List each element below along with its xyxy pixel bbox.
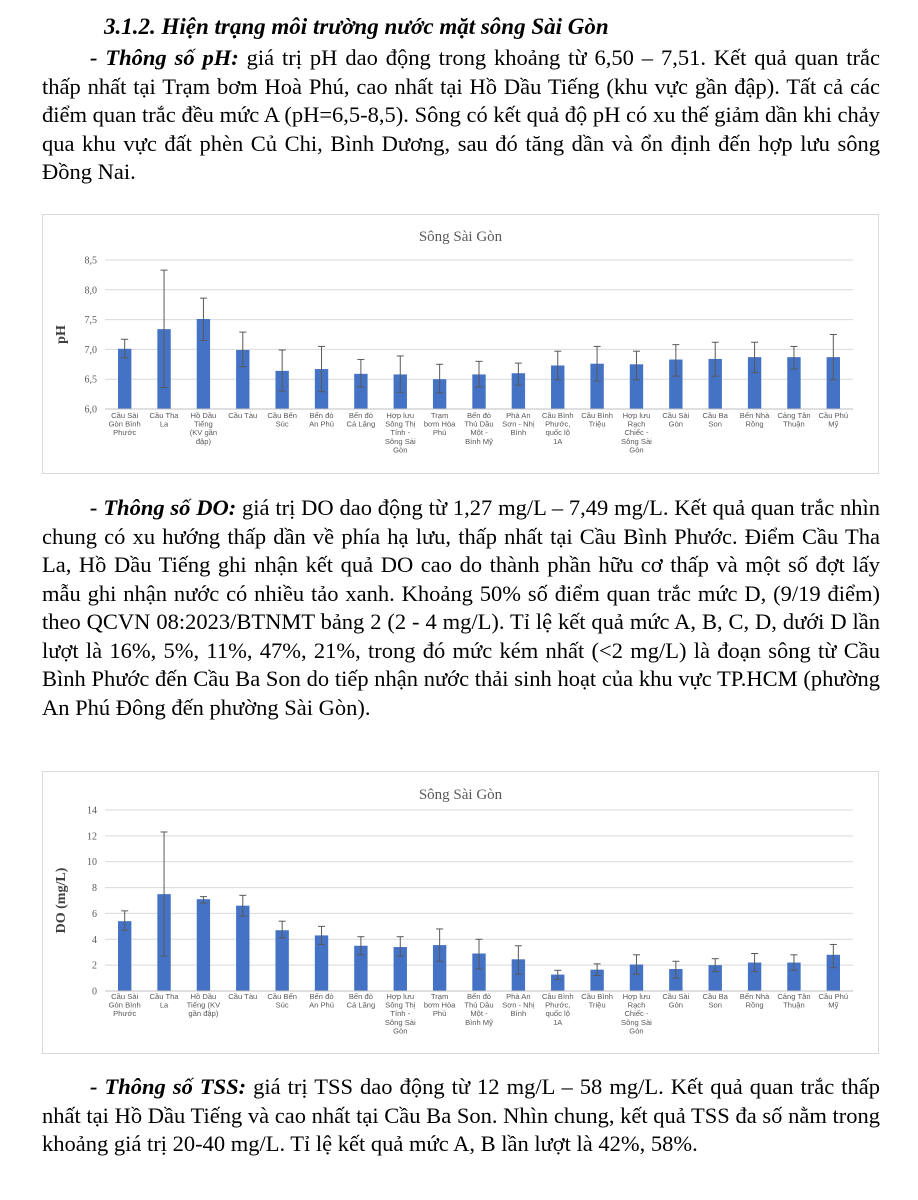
section-heading: 3.1.2. Hiện trạng môi trường nước mặt sông Sài Gòn: [104, 14, 609, 39]
y-tick-label: 14: [87, 805, 97, 817]
do-text: giá trị DO dao động từ 1,27 mg/L – 7,49 mg/L. Kết quả quan trắc nhìn chung có xu hướng thấp dần về phía hạ lưu, thấp nhất tại Cầu Bình Phước. Điểm Cầu Tha La, Hồ Dầu Tiếng ghi nhận kết quả DO cao do thành phần hữu cơ thấp và một số đợt lấy mẫu ghi nhận nước có nhiều tảo xanh. Khoảng 50% số điểm quan trắc mức D, (9/19 điểm) theo QCVN 08:2023/BTNMT bảng 2 (2 - 4 mg/L). Tỉ lệ kết quả mức A, B, C, D, dưới D lần lượt là 16%, 5%, 11%, 47%, 21%, trong đó mức kém nhất (<2 mg/L) là đoạn sông từ Cầu Bình Phước đến Cầu Ba Son do tiếp nhận nước thải sinh hoạt của khu vực TP.HCM (phường An Phú Đông đến phường Sài Gòn).: [42, 495, 881, 720]
bar: [236, 906, 249, 991]
tss-paragraph: [42, 1073, 880, 1159]
bar: [118, 921, 131, 991]
ph-text: giá trị pH dao động trong khoảng từ 6,50 – 7,51. Kết quả quan trắc thấp nhất tại Trạm bơm Hoà Phú, cao nhất tại Hồ Dầu Tiếng (khu vực gần đập). Tất cả các điểm quan trắc đều mức A (pH=6,5-8,5). Sông có kết quả độ pH có xu thế giảm dần khi chảy qua khu vực đất phèn Củ Chi, Bình Dương, sau đó tăng dần và ổn định đến hợp lưu sông Đồng Nai.: [42, 45, 880, 184]
do-paragraph: [42, 494, 880, 722]
ph-lead: - Thông số pH:: [90, 45, 239, 70]
do-lead: - Thông số DO:: [90, 495, 237, 520]
x-category-label: Cầu Bình Phước, quốc lộ 1A: [541, 992, 574, 1027]
ph-chart: [42, 214, 879, 474]
x-category-label: Bến đò Cá Lăng: [346, 992, 376, 1010]
y-tick-label: 0: [92, 986, 97, 998]
tss-text: giá trị TSS dao động từ 12 mg/L – 58 mg/L. Kết quả quan trắc thấp nhất tại Hồ Dầu Tiếng và cao nhất tại Cầu Ba Son. Nhìn chung, kết quả TSS đa số nằm trong khoảng giá trị 20-40 mg/L. Tỉ lệ kết quả mức A, B lần lượt là 42%, 58%.: [42, 1074, 880, 1156]
do-chart: [42, 771, 879, 1054]
x-category-label: Cầu Tàu: [228, 992, 258, 1001]
x-category-label: Cầu Bình Triệu: [581, 992, 613, 1010]
y-tick-label: 7,5: [84, 315, 97, 327]
y-tick-label: 6,5: [84, 374, 97, 386]
x-category-label: Cầu Phú Mỹ: [818, 411, 849, 429]
x-category-label: Cầu Ba Son: [702, 411, 728, 429]
x-category-label: Phà An Sơn - Nhị Bình: [502, 992, 535, 1019]
x-category-label: Cầu Tha La: [149, 992, 179, 1010]
bar: [197, 899, 210, 991]
y-tick-label: 6: [92, 908, 97, 920]
x-category-label: Cảng Tân Thuận: [777, 411, 811, 429]
x-category-label: Cầu Bình Triệu: [581, 411, 613, 429]
x-category-label: Cầu Sài Gòn Bình Phước: [108, 992, 141, 1019]
x-category-label: Cầu Tha La: [149, 411, 179, 429]
tss-lead: - Thông số TSS:: [90, 1074, 247, 1099]
y-tick-label: 8,0: [84, 285, 97, 297]
y-axis-label: DO (mg/L): [54, 867, 69, 934]
y-tick-label: 2: [92, 960, 97, 972]
chart-title: Sông Sài Gòn: [418, 229, 503, 245]
x-category-label: Trạm bơm Hòa Phú: [423, 992, 456, 1019]
x-category-label: Hợp lưu Rạch Chiếc -Sông Sài Gòn: [621, 992, 652, 1036]
do-chart-svg: [43, 772, 878, 1053]
x-category-label: Bến đò An Phú: [309, 992, 334, 1010]
x-category-label: Hồ Dầu Tiếng (KV gần đập): [189, 411, 218, 446]
x-category-label: Trạm bơm Hòa Phú: [423, 411, 456, 438]
ph-chart-svg: [43, 215, 878, 473]
x-category-label: Bến Nhà Rồng: [739, 992, 770, 1010]
x-category-label: Bến Nhà Rồng: [739, 411, 770, 429]
y-tick-label: 8: [92, 883, 97, 895]
x-category-label: Hồ Dầu Tiếng (KV gần đập): [186, 992, 221, 1019]
x-category-label: Bến đò Cá Lăng: [346, 411, 376, 429]
x-category-label: Bến đò An Phú: [309, 411, 334, 429]
x-category-label: Cầu Tàu: [228, 411, 258, 420]
x-category-label: Bến đò Thủ Dầu Một -Bình Mỹ: [464, 992, 494, 1027]
x-category-label: Bến đò Thủ Dầu Một -Bình Mỹ: [464, 411, 494, 446]
x-category-label: Cầu Bến Súc: [267, 992, 297, 1010]
x-category-label: Cầu Bình Phước, quốc lộ 1A: [541, 411, 574, 446]
x-category-label: Phà An Sơn - Nhị Bình: [502, 411, 535, 438]
bar: [275, 930, 288, 991]
x-category-label: Cầu Sài Gòn: [662, 992, 690, 1010]
x-category-label: Hợp lưu Sông Thị Tính -Sông Sài Gòn: [384, 411, 416, 455]
y-tick-label: 7,0: [84, 344, 97, 356]
x-category-label: Cầu Bến Súc: [267, 411, 297, 429]
ph-paragraph: [42, 44, 880, 187]
x-category-label: Hợp lưu Sông Thị Tính -Sông Sài Gòn: [384, 992, 416, 1036]
y-tick-label: 6,0: [84, 404, 97, 416]
y-tick-label: 4: [92, 934, 97, 946]
x-category-label: Hợp lưu Rạch Chiếc -Sông Sài Gòn: [621, 411, 652, 455]
y-tick-label: 8,5: [84, 255, 97, 267]
y-axis-label: pH: [54, 325, 69, 344]
x-category-label: Cầu Phú Mỹ: [818, 992, 849, 1010]
x-category-label: Cầu Sài Gòn: [662, 411, 690, 429]
y-tick-label: 12: [87, 831, 97, 843]
x-category-label: Cầu Sài Gòn Bình Phước: [108, 411, 141, 438]
x-category-label: Cầu Ba Son: [702, 992, 728, 1010]
chart-title: Sông Sài Gòn: [418, 787, 503, 803]
x-category-label: Cảng Tân Thuận: [777, 992, 811, 1010]
y-tick-label: 10: [87, 857, 97, 869]
